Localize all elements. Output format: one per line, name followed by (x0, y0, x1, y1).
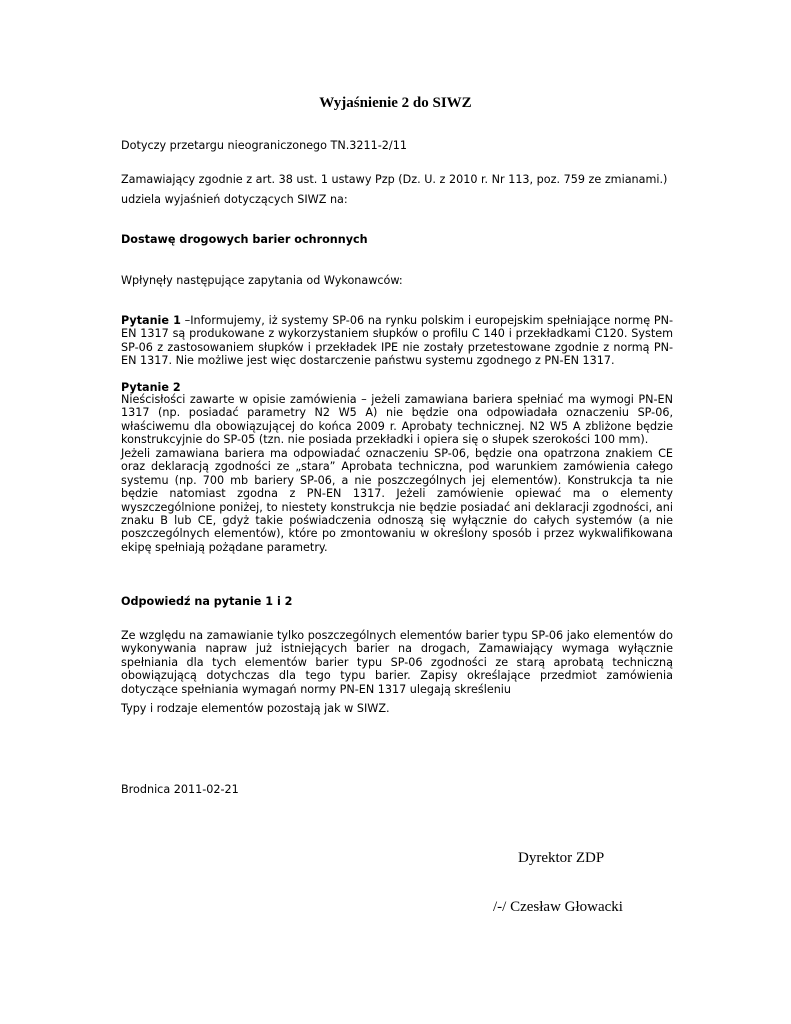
place-date: Brodnica 2011-02-21 (121, 783, 239, 796)
intro-line-2: udziela wyjaśnień dotyczących SIWZ na: (121, 193, 348, 206)
intro-line-1: Zamawiający zgodnie z art. 38 ust. 1 ustawy Pzp (Dz. U. z 2010 r. Nr 113, poz. 759 ze zmianami.) (121, 173, 668, 186)
answer-text: Ze względu na zamawianie tylko poszczególnych elementów barier typu SP-06 jako elementów do wykonywania napraw już istniejących barier na drogach, Zamawiający wymaga wyłącznie spełniania dla tych elementów barier typu SP-06 zgodności ze starą aprobatą techniczną obowiązującą dotychczas dla tego typu barier. Zapisy określające przedmiot zamówienia dotyczące spełniania wymagań normy PN-EN 1317 ulegają skreśleniu (121, 629, 673, 696)
question-1-label: Pytanie 1 (121, 314, 181, 327)
question-1 (121, 314, 673, 368)
questions-intro: Wpłynęły następujące zapytania od Wykonawców: (121, 274, 403, 287)
answer-heading: Odpowiedź na pytanie 1 i 2 (121, 595, 293, 608)
question-2-text-1: Nieścisłości zawarte w opisie zamówienia – jeżeli zamawiana bariera spełniać ma wymogi PN-EN 1317 (np. posiadać parametry N2 W5 A) nie będzie ona odpowiadała oznaczeniu SP-06, właściwemu dla obowiązującej do końca 2009 r. Aprobaty technicznej. N2 W5 A zbliżone będzie konstrukcyjnie do SP-05 (tzn. nie posiada przekładki i opiera się o słupek szerokości 100 mm). (121, 393, 673, 447)
signer-title: Dyrektor ZDP (518, 850, 605, 866)
signer-name: /-/ Czesław Głowacki (493, 899, 623, 915)
question-2-label: Pytanie 2 (121, 381, 181, 394)
reference-line: Dotyczy przetargu nieograniczonego TN.3211-2/11 (121, 139, 407, 152)
answer-note: Typy i rodzaje elementów pozostają jak w SIWZ. (121, 702, 390, 715)
question-2-text-2: Jeżeli zamawiana bariera ma odpowiadać oznaczeniu SP-06, będzie ona opatrzona znakiem CE oraz deklaracją zgodności ze „stara” Aprobata techniczna, pod warunkiem zamówienia całego systemu (np. 700 mb bariery SP-06, a nie poszczególnych jej elementów). Konstrukcja ta nie będzie natomiast zgodna z PN-EN 1317. Jeżeli zamówienie opiewać ma o elementy wyszczególnione poniżej, to niestety konstrukcja nie będzie posiadać ani deklaracji zgodności, ani znaku B lub CE, gdyż takie poświadczenia odnoszą się wyłącznie do całych systemów (a nie poszczególnych elementów), które po zmontowaniu w określony sposób i przez wykwalifikowana ekipę spełniają pożądane parametry. (121, 447, 673, 554)
subject-heading: Dostawę drogowych barier ochronnych (121, 233, 368, 246)
question-1-text: –Informujemy, iż systemy SP-06 na rynku polskim i europejskim spełniające normę PN-EN 1317 są produkowane z wykorzystaniem słupków o profilu C 140 i przekładkami C120. System SP-06 z zastosowaniem słupków i przekładek IPE nie zostały przetestowane zgodnie z normą PN-EN 1317. Nie możliwe jest więc dostarczenie państwu systemu zgodnego z PN-EN 1317. (121, 314, 673, 368)
document-title: Wyjaśnienie 2 do SIWZ (319, 95, 472, 111)
